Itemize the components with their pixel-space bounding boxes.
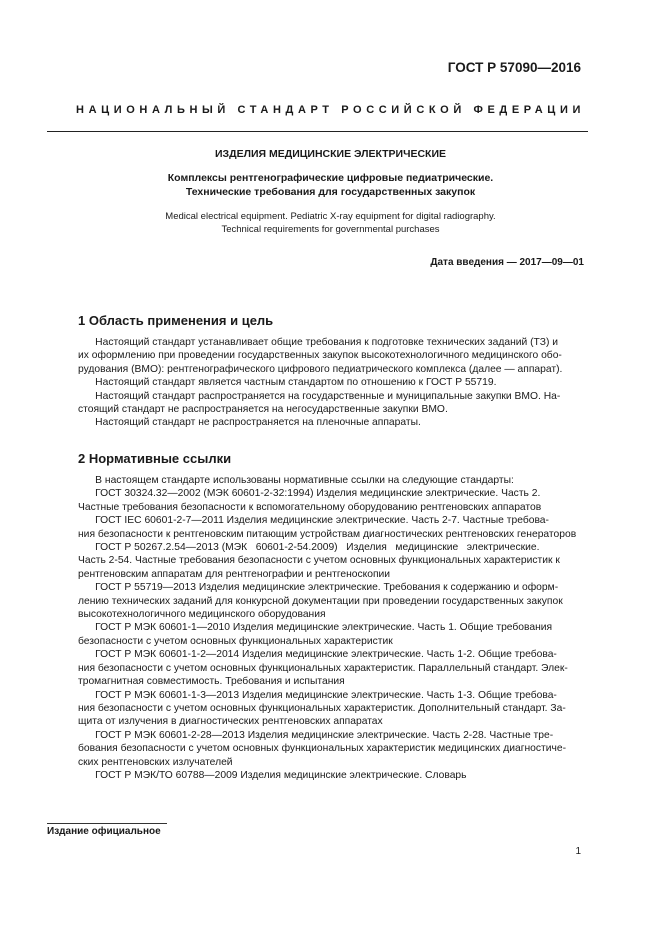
text-line: ГОСТ Р МЭК 60601-1—2010 Изделия медицинские электрические. Часть 1. Общие требования	[78, 622, 553, 634]
subtitle	[0, 171, 661, 199]
text-line: ГОСТ Р МЭК/ТО 60788—2009 Изделия медицинские электрические. Словарь	[78, 769, 467, 781]
text-line: лению технических заданий для конкурсной документации при проведении государственных закупок	[78, 595, 563, 607]
page-number: 1	[575, 846, 581, 857]
text-line: ГОСТ Р МЭК 60601-1-2—2014 Изделия медицинские электрические. Часть 1-2. Общие требова-	[78, 649, 557, 661]
text-line: стоящий стандарт не распространяется на негосударственные закупки ВМО.	[78, 404, 448, 416]
text-line: тромагнитная совместимость. Требования и испытания	[78, 676, 345, 688]
text-line: ГОСТ 30324.32—2002 (МЭК 60601-2-32:1994) Изделия медицинские электрические. Часть 2.	[78, 488, 541, 500]
text-line: ГОСТ IEC 60601-2-7—2011 Изделия медицинские электрические. Часть 2-7. Частные требова-	[78, 515, 549, 527]
section-heading-references: 2 Нормативные ссылки	[78, 451, 232, 466]
text-line: ских рентгеновских излучателей	[78, 756, 233, 768]
footer-divider	[47, 823, 167, 824]
subtitle-line: Комплексы рентгенографические цифровые педиатрические.	[167, 172, 494, 184]
text-line: ния безопасности с учетом основных функциональных характеристик. Параллельный стандарт. Элек-	[78, 662, 568, 674]
text-line: Настоящий стандарт не распространяется на пленочные аппараты.	[78, 417, 421, 429]
section-body-scope	[78, 336, 581, 430]
english-title-line: Technical requirements for governmental purchases	[221, 223, 440, 235]
text-line: щита от излучения в диагностических рентгеновских аппаратах	[78, 716, 383, 728]
text-line: рентгеновским аппаратам для рентгенографии и рентгеноскопии	[78, 568, 391, 580]
subtitle-line: Технические требования для государственных закупок	[185, 186, 476, 198]
text-line: В настоящем стандарте использованы нормативные ссылки на следующие стандарты:	[78, 475, 514, 486]
text-line: Частные требования безопасности к вспомогательному оборудованию рентгеновских аппаратов	[78, 501, 542, 513]
text-line: безопасности с учетом основных функциональных характеристик	[78, 635, 393, 647]
text-line: ГОСТ Р 50267.2.54—2013 (МЭК 60601-2-54.2009) Изделия медицинские электрические.	[78, 542, 540, 554]
text-line: их оформлению при проведении государственных закупок высокотехнологичного медицинского обо-	[78, 350, 562, 362]
official-edition-label: Издание официальное	[47, 826, 161, 837]
text-line: ния безопасности к рентгеновским питающим устройствам диагностических рентгеновских генераторов	[78, 528, 577, 540]
text-line: ГОСТ Р 55719—2013 Изделия медицинские электрические. Требования к содержанию и оформ-	[78, 582, 559, 594]
main-title: ИЗДЕЛИЯ МЕДИЦИНСКИЕ ЭЛЕКТРИЧЕСКИЕ	[214, 148, 447, 160]
document-code: ГОСТ Р 57090—2016	[447, 60, 581, 75]
national-standard-banner: НАЦИОНАЛЬНЫЙ СТАНДАРТ РОССИЙСКОЙ ФЕДЕРАЦИИ	[76, 104, 585, 116]
text-line: Настоящий стандарт является частным стандартом по отношению к ГОСТ Р 55719.	[78, 377, 497, 389]
text-line: рудования (ВМО): рентгенографического цифрового педиатрического комплекса (далее — аппарат).	[78, 363, 563, 375]
text-line: Настоящий стандарт распространяется на государственные и муниципальные закупки ВМО. На-	[78, 390, 561, 402]
text-line: Настоящий стандарт устанавливает общие требования к подготовке технических заданий (ТЗ) и	[78, 337, 558, 348]
text-line: ГОСТ Р МЭК 60601-1-3—2013 Изделия медицинские электрические. Часть 1-3. Общие требова-	[78, 689, 557, 701]
text-line: ния безопасности с учетом основных функциональных характеристик. Дополнительный стандарт. За-	[78, 702, 566, 714]
text-line: ГОСТ Р МЭК 60601-2-28—2013 Изделия медицинские электрические. Часть 2-28. Частные тре-	[78, 729, 554, 741]
text-line: бования безопасности с учетом основных функциональных характеристик медицинских диагностиче-	[78, 743, 567, 755]
text-line: Часть 2-54. Частные требования безопасности с учетом основных функциональных характеристик к	[78, 555, 560, 567]
english-title	[0, 211, 661, 236]
section-heading-scope: 1 Область применения и цель	[78, 313, 274, 328]
introduction-date: Дата введения — 2017—09—01	[430, 257, 584, 268]
header-divider	[47, 131, 588, 132]
english-title-line: Medical electrical equipment. Pediatric X-ray equipment for digital radiography.	[165, 211, 496, 222]
text-line: высокотехнологичного медицинского оборудования	[78, 609, 326, 621]
section-body-references	[78, 474, 581, 782]
